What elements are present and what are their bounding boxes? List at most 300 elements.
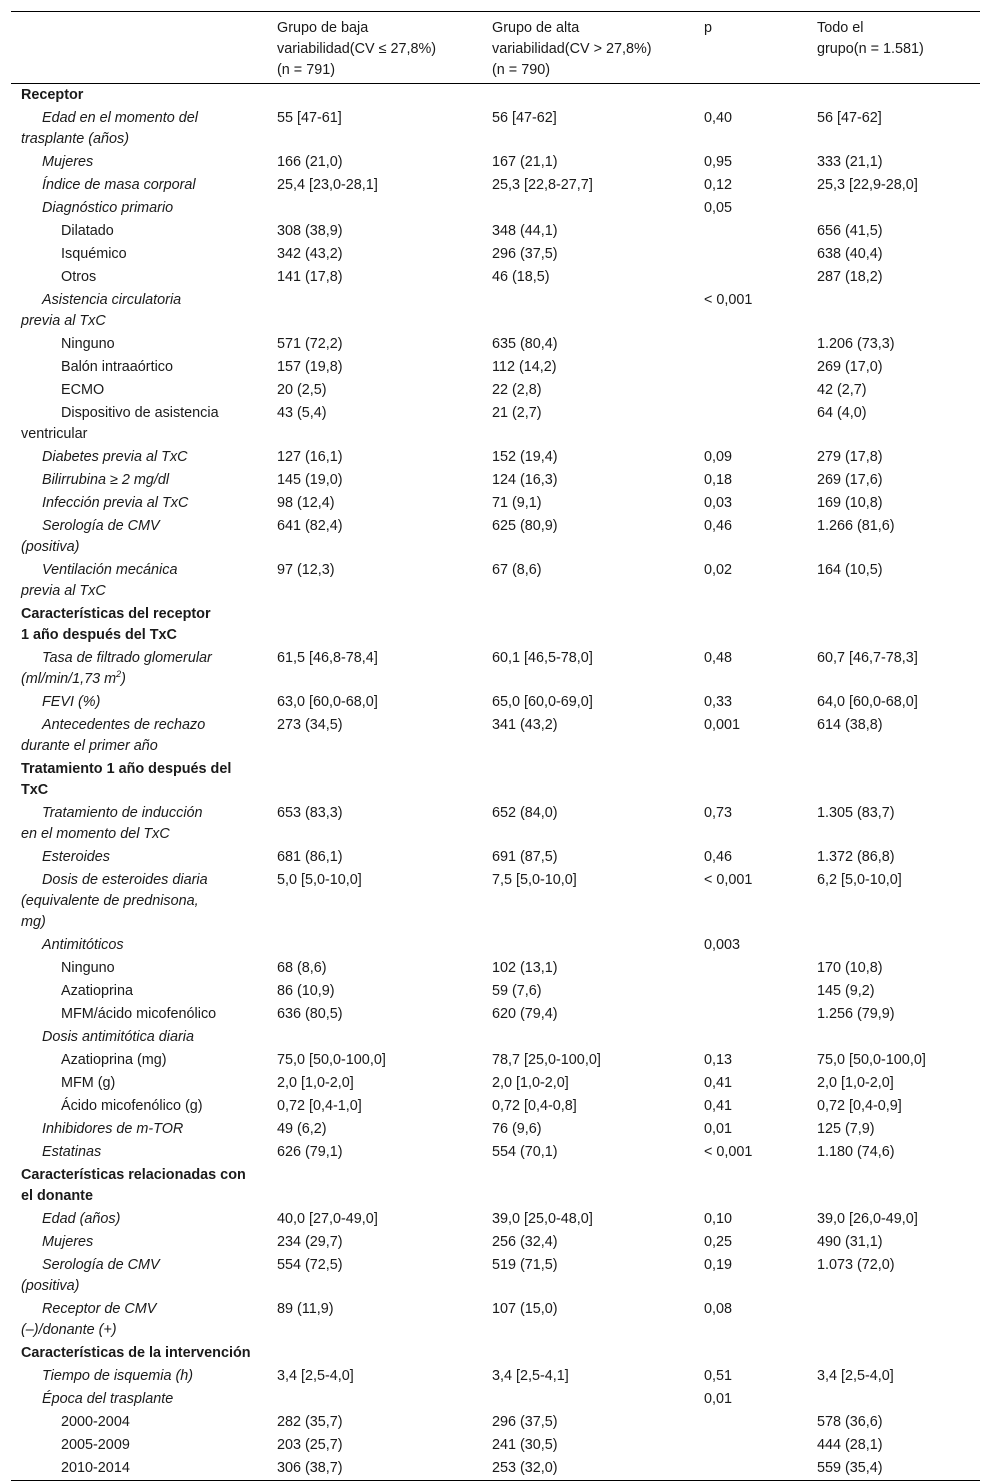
value-whole-group (807, 1026, 980, 1049)
row-label (11, 220, 267, 243)
value-p (694, 1003, 807, 1026)
value-p (694, 1411, 807, 1434)
value-low-variability: 166 (21,0) (277, 154, 343, 170)
value-low-variability: 2,0 [1,0-2,0] (277, 1075, 354, 1091)
value-high-variability: 348 (44,1) (492, 223, 558, 239)
value-high-variability: 60,1 [46,5-78,0] (492, 650, 593, 666)
table-row (11, 197, 980, 220)
text-line: Grupo de baja (277, 20, 369, 36)
value-whole-group: 490 (31,1) (817, 1234, 883, 1250)
table-row (11, 714, 980, 758)
label-line: Ácido micofenólico (g) (61, 1098, 203, 1114)
value-p: 0,02 (704, 562, 733, 578)
text-line: Todo el (817, 20, 864, 36)
value-low-variability: 306 (38,7) (277, 1460, 343, 1476)
table-row (11, 1231, 980, 1254)
value-high-variability: 152 (19,4) (492, 449, 558, 465)
value-whole-group (807, 1388, 980, 1411)
label-line: Edad (años) (42, 1211, 121, 1227)
table-row (11, 1003, 980, 1026)
table-row (11, 1095, 980, 1118)
value-high-variability: 46 (18,5) (492, 269, 550, 285)
value-high-variability: 76 (9,6) (492, 1121, 542, 1137)
value-p: 0,03 (704, 495, 733, 511)
table-row (11, 1411, 980, 1434)
row-label (11, 691, 267, 714)
value-low-variability: 653 (83,3) (277, 805, 343, 821)
text-line: variabilidad(CV > 27,8%) (492, 41, 652, 57)
value-p (694, 84, 807, 108)
table-row (11, 1254, 980, 1298)
value-p (694, 266, 807, 289)
value-high-variability: 0,72 [0,4-0,8] (492, 1098, 577, 1114)
value-p: 0,003 (704, 937, 741, 953)
table-row (11, 289, 980, 333)
label-line: Otros (61, 269, 97, 285)
section-title (11, 1164, 267, 1208)
value-low-variability (267, 1388, 482, 1411)
value-whole-group: 1.266 (81,6) (817, 518, 895, 534)
value-high-variability: 22 (2,8) (492, 382, 542, 398)
row-label (11, 1118, 267, 1141)
table-row (11, 1365, 980, 1388)
label-line: FEVI (%) (42, 694, 101, 710)
value-whole-group (807, 1164, 980, 1208)
value-high-variability (482, 84, 694, 108)
value-low-variability: 308 (38,9) (277, 223, 343, 239)
value-p (694, 957, 807, 980)
text-line: variabilidad(CV ≤ 27,8%) (277, 41, 437, 57)
value-high-variability: 39,0 [25,0-48,0] (492, 1211, 593, 1227)
value-p: 0,40 (704, 110, 733, 126)
value-high-variability (482, 1342, 694, 1365)
header-high-variability (482, 12, 694, 84)
table-row (11, 446, 980, 469)
table-row (11, 1072, 980, 1095)
value-high-variability (482, 1164, 694, 1208)
value-whole-group: 1.206 (73,3) (817, 336, 895, 352)
label-line: Características del receptor (21, 606, 211, 622)
value-high-variability: 71 (9,1) (492, 495, 542, 511)
value-p (694, 1164, 807, 1208)
text-line: (n = 791) (277, 62, 335, 78)
value-low-variability: 49 (6,2) (277, 1121, 327, 1137)
value-high-variability (482, 1388, 694, 1411)
value-low-variability: 626 (79,1) (277, 1144, 343, 1160)
value-p: 0,41 (704, 1098, 733, 1114)
value-whole-group: 1.180 (74,6) (817, 1144, 895, 1160)
value-low-variability: 203 (25,7) (277, 1437, 343, 1453)
value-low-variability: 641 (82,4) (277, 518, 343, 534)
label-line: Ninguno (61, 960, 115, 976)
value-whole-group: 164 (10,5) (817, 562, 883, 578)
label-line: Asistencia circulatoria (42, 292, 182, 308)
value-low-variability: 20 (2,5) (277, 382, 327, 398)
value-high-variability: 124 (16,3) (492, 472, 558, 488)
label-line: Antecedentes de rechazo (42, 717, 206, 733)
row-label (11, 1365, 267, 1388)
value-high-variability (482, 289, 694, 333)
value-high-variability: 554 (70,1) (492, 1144, 558, 1160)
table-container (11, 11, 980, 1481)
header-label (11, 12, 267, 84)
text-line: (n = 790) (492, 62, 550, 78)
table-row (11, 1049, 980, 1072)
data-table (11, 11, 980, 1481)
value-whole-group: 42 (2,7) (817, 382, 867, 398)
section-title (11, 84, 267, 108)
value-p: 0,01 (704, 1121, 733, 1137)
table-row (11, 151, 980, 174)
row-label (11, 869, 267, 934)
row-label (11, 957, 267, 980)
value-low-variability: 636 (80,5) (277, 1006, 343, 1022)
label-line: Tasa de filtrado glomerular (42, 650, 212, 666)
value-low-variability: 68 (8,6) (277, 960, 327, 976)
label-line: Serología de CMV (42, 518, 160, 534)
row-label (11, 266, 267, 289)
value-low-variability (267, 1164, 482, 1208)
value-low-variability: 157 (19,8) (277, 359, 343, 375)
table-row (11, 691, 980, 714)
value-whole-group: 269 (17,6) (817, 472, 883, 488)
label-line: (–)/donante (+) (21, 1322, 117, 1338)
value-low-variability: 89 (11,9) (277, 1301, 334, 1317)
section-title (11, 603, 267, 647)
value-high-variability (482, 603, 694, 647)
label-line: Infección previa al TxC (42, 495, 189, 511)
value-high-variability: 3,4 [2,5-4,1] (492, 1368, 569, 1384)
value-whole-group: 444 (28,1) (817, 1437, 883, 1453)
value-high-variability: 7,5 [5,0-10,0] (492, 872, 577, 888)
row-label (11, 1411, 267, 1434)
value-whole-group: 1.073 (72,0) (817, 1257, 895, 1273)
label-line: Ninguno (61, 336, 115, 352)
table-header (11, 12, 980, 84)
table-row (11, 1298, 980, 1342)
row-label (11, 1254, 267, 1298)
value-whole-group: 56 [47-62] (817, 110, 882, 126)
value-high-variability: 2,0 [1,0-2,0] (492, 1075, 569, 1091)
table-row (11, 174, 980, 197)
header-whole-group (807, 12, 980, 84)
value-low-variability: 25,4 [23,0-28,1] (277, 177, 378, 193)
value-whole-group (807, 197, 980, 220)
label-line: Inhibidores de m-TOR (42, 1121, 184, 1137)
value-whole-group (807, 1342, 980, 1365)
value-low-variability: 342 (43,2) (277, 246, 343, 262)
label-line: 2000-2004 (61, 1414, 130, 1430)
value-whole-group: 614 (38,8) (817, 717, 883, 733)
value-high-variability: 112 (14,2) (492, 359, 557, 375)
value-high-variability: 25,3 [22,8-27,7] (492, 177, 593, 193)
table-row (11, 469, 980, 492)
value-high-variability: 67 (8,6) (492, 562, 542, 578)
header-row (11, 12, 980, 84)
value-p: 0,001 (704, 717, 741, 733)
table-row (11, 107, 980, 151)
value-low-variability: 75,0 [50,0-100,0] (277, 1052, 386, 1068)
table-row (11, 492, 980, 515)
value-whole-group: 125 (7,9) (817, 1121, 875, 1137)
label-line: Edad en el momento del (42, 110, 198, 126)
value-p: 0,18 (704, 472, 733, 488)
text-line: grupo(n = 1.581) (817, 41, 924, 57)
value-whole-group: 1.256 (79,9) (817, 1006, 895, 1022)
row-label (11, 846, 267, 869)
value-whole-group: 64,0 [60,0-68,0] (817, 694, 918, 710)
value-whole-group: 0,72 [0,4-0,9] (817, 1098, 902, 1114)
value-low-variability (267, 1026, 482, 1049)
value-whole-group: 578 (36,6) (817, 1414, 883, 1430)
table-row (11, 957, 980, 980)
value-p (694, 220, 807, 243)
label-line: Serología de CMV (42, 1257, 160, 1273)
label-line: (ml/min/1,73 $m^2$) (21, 669, 126, 687)
value-high-variability: 107 (15,0) (492, 1301, 558, 1317)
value-low-variability (267, 84, 482, 108)
table-row (11, 846, 980, 869)
value-high-variability: 102 (13,1) (492, 960, 558, 976)
table-row (11, 647, 980, 691)
label-line: durante el primer año (21, 738, 158, 754)
label-line: Índice de masa corporal (42, 177, 196, 193)
value-p: 0,01 (704, 1391, 733, 1407)
label-line: en el momento del TxC (21, 826, 170, 842)
value-whole-group: 2,0 [1,0-2,0] (817, 1075, 894, 1091)
label-line: previa al TxC (21, 313, 106, 329)
row-label (11, 1231, 267, 1254)
label-line: ECMO (61, 382, 105, 398)
label-line: Azatioprina (61, 983, 133, 999)
value-p: < 0,001 (704, 1144, 753, 1160)
text-line: p (704, 20, 713, 36)
value-p (694, 356, 807, 379)
value-p (694, 980, 807, 1003)
table-row (11, 220, 980, 243)
row-label (11, 934, 267, 957)
table-row (11, 333, 980, 356)
value-p (694, 1457, 807, 1481)
value-high-variability: 65,0 [60,0-69,0] (492, 694, 593, 710)
value-p: < 0,001 (704, 872, 753, 888)
row-label (11, 515, 267, 559)
value-p (694, 758, 807, 802)
row-label (11, 1003, 267, 1026)
value-p: 0,51 (704, 1368, 733, 1384)
value-low-variability: 40,0 [27,0-49,0] (277, 1211, 378, 1227)
value-high-variability: 625 (80,9) (492, 518, 558, 534)
value-whole-group: 39,0 [26,0-49,0] (817, 1211, 918, 1227)
row-label (11, 1026, 267, 1049)
value-high-variability (482, 758, 694, 802)
row-label (11, 1434, 267, 1457)
value-low-variability: 141 (17,8) (277, 269, 343, 285)
label-line: Mujeres (42, 1234, 94, 1250)
table-row (11, 402, 980, 446)
value-p: 0,19 (704, 1257, 733, 1273)
label-line: Características de la intervención (21, 1345, 251, 1361)
table-row (11, 1026, 980, 1049)
label-line: Receptor (21, 87, 84, 103)
value-whole-group: 3,4 [2,5-4,0] (817, 1368, 894, 1384)
row-label (11, 151, 267, 174)
label-line: Dilatado (61, 223, 114, 239)
row-label (11, 1388, 267, 1411)
value-whole-group: 333 (21,1) (817, 154, 883, 170)
value-p: 0,08 (704, 1301, 733, 1317)
table-body (11, 84, 980, 1481)
label-line: Dosis antimitótica diaria (42, 1029, 194, 1045)
row-label (11, 1208, 267, 1231)
value-whole-group: 638 (40,4) (817, 246, 883, 262)
value-whole-group: 279 (17,8) (817, 449, 883, 465)
value-low-variability: 571 (72,2) (277, 336, 343, 352)
table-row (11, 802, 980, 846)
value-low-variability (267, 603, 482, 647)
row-label (11, 1072, 267, 1095)
table-row (11, 266, 980, 289)
value-p (694, 603, 807, 647)
value-low-variability: 273 (34,5) (277, 717, 343, 733)
label-line: MFM/ácido micofenólico (61, 1006, 217, 1022)
value-p: < 0,001 (704, 292, 753, 308)
value-low-variability: 554 (72,5) (277, 1257, 343, 1273)
row-label (11, 469, 267, 492)
label-line: previa al TxC (21, 583, 106, 599)
value-low-variability: 681 (86,1) (277, 849, 343, 865)
row-label (11, 1141, 267, 1164)
value-p (694, 402, 807, 446)
table-row (11, 869, 980, 934)
label-line: Diabetes previa al TxC (42, 449, 188, 465)
value-low-variability (267, 758, 482, 802)
label-line: (positiva) (21, 1278, 80, 1294)
value-p (694, 333, 807, 356)
value-low-variability: 86 (10,9) (277, 983, 335, 999)
value-high-variability: 59 (7,6) (492, 983, 542, 999)
label-line: Ventilación mecánica (42, 562, 178, 578)
row-label (11, 446, 267, 469)
row-label (11, 559, 267, 603)
value-high-variability: 635 (80,4) (492, 336, 558, 352)
label-line: Estatinas (42, 1144, 102, 1160)
label-line: Tratamiento 1 año después del TxC (21, 761, 232, 798)
value-high-variability: 256 (32,4) (492, 1234, 558, 1250)
value-high-variability: 78,7 [25,0-100,0] (492, 1052, 601, 1068)
row-label (11, 243, 267, 266)
row-label (11, 107, 267, 151)
row-label (11, 492, 267, 515)
value-p (694, 1342, 807, 1365)
row-label (11, 647, 267, 691)
section-title (11, 1342, 267, 1365)
value-high-variability (482, 197, 694, 220)
row-label (11, 1298, 267, 1342)
section-row (11, 758, 980, 802)
value-p: 0,13 (704, 1052, 733, 1068)
value-p: 0,46 (704, 518, 733, 534)
label-line: Azatioprina (mg) (61, 1052, 167, 1068)
section-row (11, 1342, 980, 1365)
row-label (11, 289, 267, 333)
row-label (11, 714, 267, 758)
table-row (11, 379, 980, 402)
row-label (11, 1457, 267, 1481)
section-row (11, 1164, 980, 1208)
value-high-variability: 56 [47-62] (492, 110, 557, 126)
table-row (11, 1118, 980, 1141)
label-line: MFM (g) (61, 1075, 116, 1091)
table-row (11, 1388, 980, 1411)
value-high-variability: 691 (87,5) (492, 849, 558, 865)
label-line: ventricular (21, 426, 88, 442)
value-low-variability: 55 [47-61] (277, 110, 342, 126)
row-label (11, 802, 267, 846)
value-whole-group: 169 (10,8) (817, 495, 883, 511)
label-line: Diagnóstico primario (42, 200, 174, 216)
value-p: 0,73 (704, 805, 733, 821)
value-whole-group: 145 (9,2) (817, 983, 875, 999)
value-p: 0,33 (704, 694, 733, 710)
value-low-variability (267, 197, 482, 220)
table-row (11, 1457, 980, 1481)
label-line: Antimitóticos (42, 937, 124, 953)
label-line: Dispositivo de asistencia (61, 405, 219, 421)
value-low-variability: 127 (16,1) (277, 449, 343, 465)
label-line: Bilirrubina ≥ 2 mg/dl (42, 472, 170, 488)
header-low-variability (267, 12, 482, 84)
value-low-variability (267, 289, 482, 333)
value-low-variability: 234 (29,7) (277, 1234, 343, 1250)
value-whole-group: 6,2 [5,0-10,0] (817, 872, 902, 888)
value-p (694, 379, 807, 402)
value-high-variability (482, 1026, 694, 1049)
value-whole-group (807, 1298, 980, 1342)
value-whole-group (807, 603, 980, 647)
value-whole-group: 269 (17,0) (817, 359, 883, 375)
value-p: 0,41 (704, 1075, 733, 1091)
value-whole-group: 656 (41,5) (817, 223, 883, 239)
label-line: Dosis de esteroides diaria (42, 872, 208, 888)
value-p: 0,95 (704, 154, 733, 170)
label-line: Tratamiento de inducción (42, 805, 203, 821)
value-p (694, 243, 807, 266)
label-line: (positiva) (21, 539, 80, 555)
value-whole-group: 287 (18,2) (817, 269, 883, 285)
label-line: (equivalente de prednisona, (21, 893, 199, 909)
label-line: 2005-2009 (61, 1437, 130, 1453)
value-low-variability: 98 (12,4) (277, 495, 335, 511)
value-p (694, 1026, 807, 1049)
table-row (11, 1434, 980, 1457)
label-line: Receptor de CMV (42, 1301, 157, 1317)
table-row (11, 559, 980, 603)
table-row (11, 1208, 980, 1231)
label-line: mg) (21, 914, 46, 930)
value-low-variability: 43 (5,4) (277, 405, 327, 421)
value-low-variability: 0,72 [0,4-1,0] (277, 1098, 362, 1114)
value-high-variability: 21 (2,7) (492, 405, 542, 421)
table-row (11, 980, 980, 1003)
value-whole-group: 64 (4,0) (817, 405, 867, 421)
value-high-variability (482, 934, 694, 957)
label-line: Mujeres (42, 154, 94, 170)
value-whole-group: 170 (10,8) (817, 960, 883, 976)
value-high-variability: 253 (32,0) (492, 1460, 558, 1476)
value-p (694, 1434, 807, 1457)
value-p: 0,48 (704, 650, 733, 666)
